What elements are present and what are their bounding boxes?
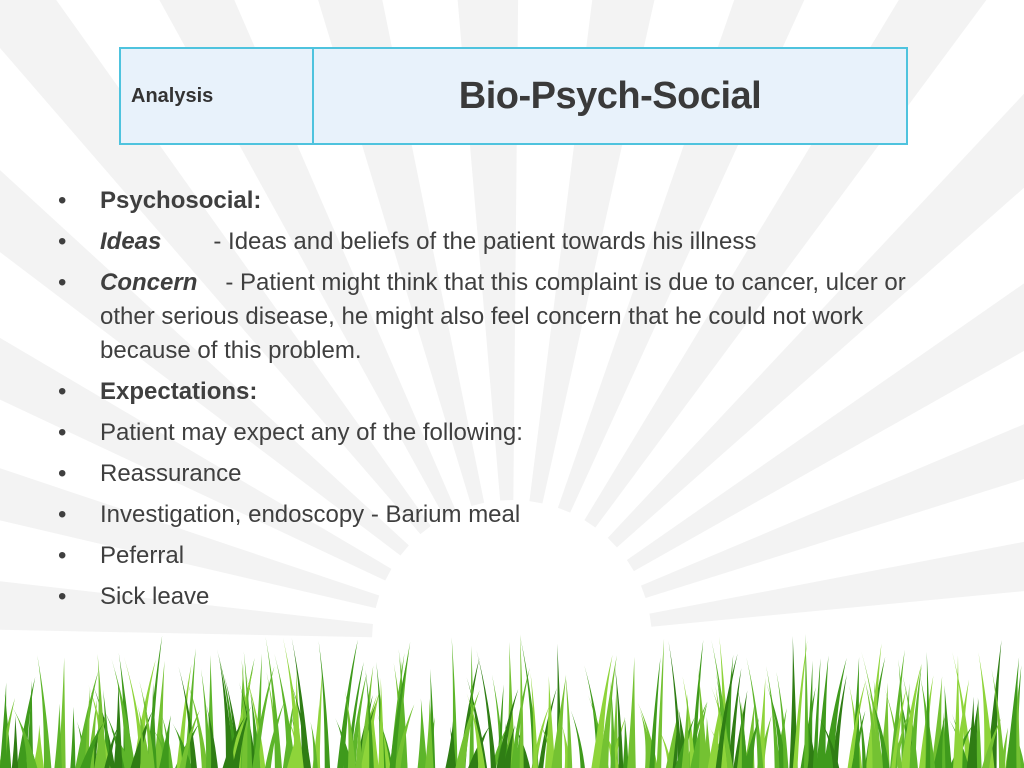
bullet-icon: •: [58, 542, 67, 569]
grass-blade: [265, 637, 281, 768]
bullet-icon: •: [58, 269, 67, 296]
bullet-icon: •: [58, 501, 67, 528]
item-text: - Ideas and beliefs of the patient towards his illness: [213, 228, 757, 255]
item-term: Concern: [100, 269, 198, 296]
grass-blade: [627, 657, 636, 768]
bullet-icon: •: [58, 187, 67, 214]
list-item: [58, 498, 958, 532]
grass-blade: [623, 717, 629, 768]
item-term: Ideas: [100, 228, 162, 255]
grass-blade: [804, 634, 809, 768]
item-heading: Psychosocial:: [100, 187, 262, 214]
list-item: [58, 225, 958, 259]
slide-title: Bio-Psych-Social: [458, 74, 762, 117]
list-item: [58, 580, 958, 614]
list-item: [58, 457, 958, 491]
list-item: [58, 375, 958, 409]
grass-blade: [766, 666, 780, 768]
header-left-cell: Analysis: [121, 49, 314, 143]
bullet-icon: •: [58, 228, 67, 255]
bullet-icon: •: [58, 378, 67, 405]
list-item: [58, 266, 958, 368]
grass-blade: [571, 710, 585, 768]
grass-blade: [12, 716, 18, 768]
grass-blade: [657, 639, 664, 768]
list-item: [58, 416, 958, 450]
list-item: [58, 184, 958, 218]
item-heading: Expectations:: [100, 378, 258, 405]
header-table: [119, 47, 908, 145]
item-text: Sick leave: [100, 583, 210, 610]
list-item: [58, 539, 958, 573]
bullet-icon: •: [58, 419, 67, 446]
bullet-icon: •: [58, 583, 67, 610]
item-text: Reassurance: [100, 460, 242, 487]
grass-blade: [418, 698, 428, 768]
item-text: Investigation, endoscopy - Barium meal: [100, 501, 521, 528]
bullet-icon: •: [58, 460, 67, 487]
grass-blade: [70, 707, 75, 768]
bullet-list: [58, 184, 958, 621]
item-text: Patient may expect any of the following:: [100, 419, 523, 446]
item-text: Peferral: [100, 542, 185, 569]
grass-blade: [0, 682, 6, 768]
item-text: - Patient might think that this complaint is due to cancer, ulcer or other serious disease, he might also feel concern that he could not work because of this problem.: [100, 269, 906, 364]
grass-decoration: [0, 620, 1024, 768]
